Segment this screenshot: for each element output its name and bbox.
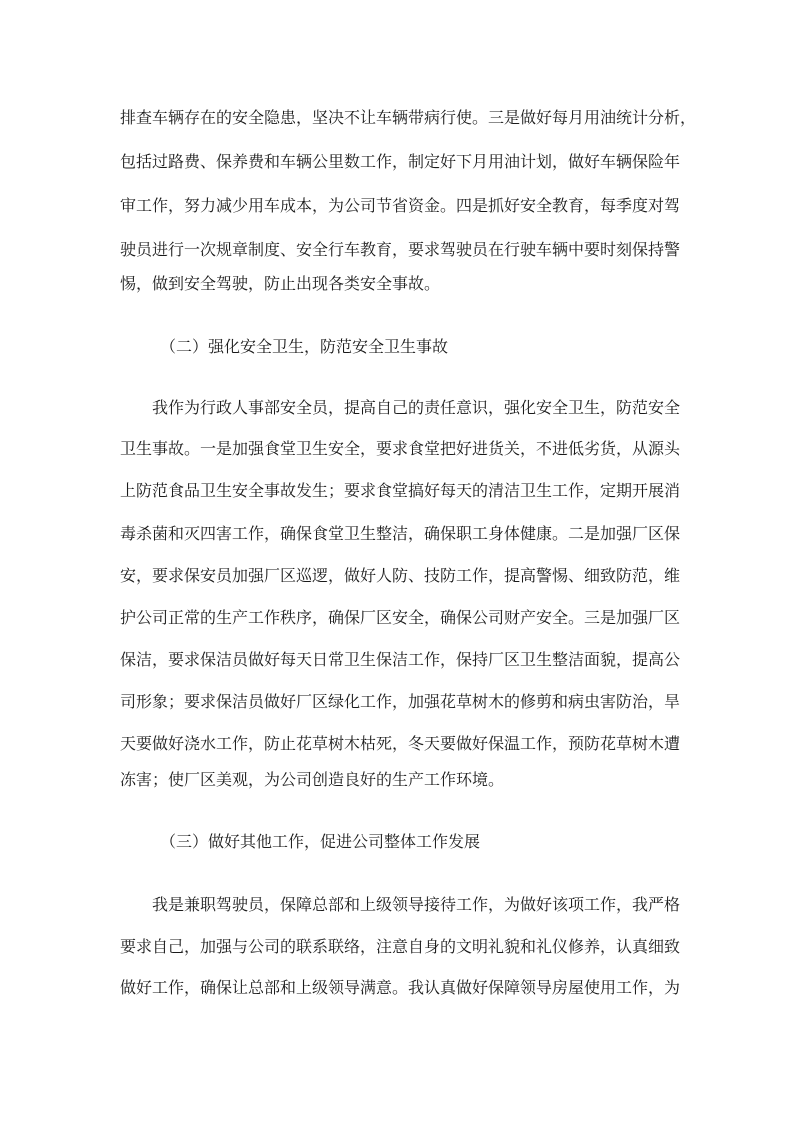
paragraph-2-line: 保洁，要求保洁员做好每天日常卫生保洁工作，保持厂区卫生整洁面貌，提高公: [120, 650, 681, 669]
paragraph-2-line: 毒杀菌和灭四害工作，确保食堂卫生整洁，确保职工身体健康。二是加强厂区保: [120, 524, 681, 543]
paragraph-3-line: 做好工作，确保让总部和上级领导满意。我认真做好保障领导房屋使用工作，为: [120, 978, 681, 997]
paragraph-2-line: 我作为行政人事部安全员，提高自己的责任意识，强化安全卫生，防范安全: [152, 398, 681, 417]
paragraph-1-line: 包括过路费、保养费和车辆公里数工作，制定好下月用油计划，做好车辆保险年: [120, 152, 681, 171]
paragraph-1-line: 排查车辆存在的安全隐患，坚决不让车辆带病行使。三是做好每月用油统计分析，: [120, 108, 697, 127]
paragraph-2-line: 卫生事故。一是加强食堂卫生安全，要求食堂把好进货关，不进低劣货，从源头: [120, 439, 681, 458]
paragraph-2-line: 天要做好浇水工作，防止花草树木枯死，冬天要做好保温工作，预防花草树木遭: [120, 734, 681, 753]
section-heading-3: （三）做好其他工作，促进公司整体工作发展: [160, 832, 481, 851]
section-heading-2: （二）强化安全卫生，防范安全卫生事故: [160, 337, 449, 356]
paragraph-2-line: 上防范食品卫生安全事故发生；要求食堂搞好每天的清洁卫生工作，定期开展消: [120, 481, 681, 500]
paragraph-1-line: 惕，做到安全驾驶，防止出现各类安全事故。: [120, 274, 441, 293]
paragraph-2-line: 冻害；使厂区美观，为公司创造良好的生产工作环境。: [120, 770, 505, 789]
paragraph-3-line: 要求自己，加强与公司的联系联络，注意自身的文明礼貌和礼仪修养，认真细致: [120, 937, 681, 956]
paragraph-3-line: 我是兼职驾驶员，保障总部和上级领导接待工作，为做好该项工作，我严格: [152, 895, 681, 914]
paragraph-2-line: 安，要求保安员加强厂区巡逻，做好人防、技防工作，提高警惕、细致防范，维: [120, 566, 681, 585]
paragraph-2-line: 护公司正常的生产工作秩序，确保厂区安全，确保公司财产安全。三是加强厂区: [120, 608, 681, 627]
paragraph-1-line: 审工作，努力减少用车成本，为公司节省资金。四是抓好安全教育，每季度对驾: [120, 196, 681, 215]
paragraph-2-line: 司形象；要求保洁员做好厂区绿化工作，加强花草树木的修剪和病虫害防治，旱: [120, 692, 681, 711]
paragraph-1-line: 驶员进行一次规章制度、安全行车教育，要求驾驶员在行驶车辆中要时刻保持警: [120, 240, 681, 259]
